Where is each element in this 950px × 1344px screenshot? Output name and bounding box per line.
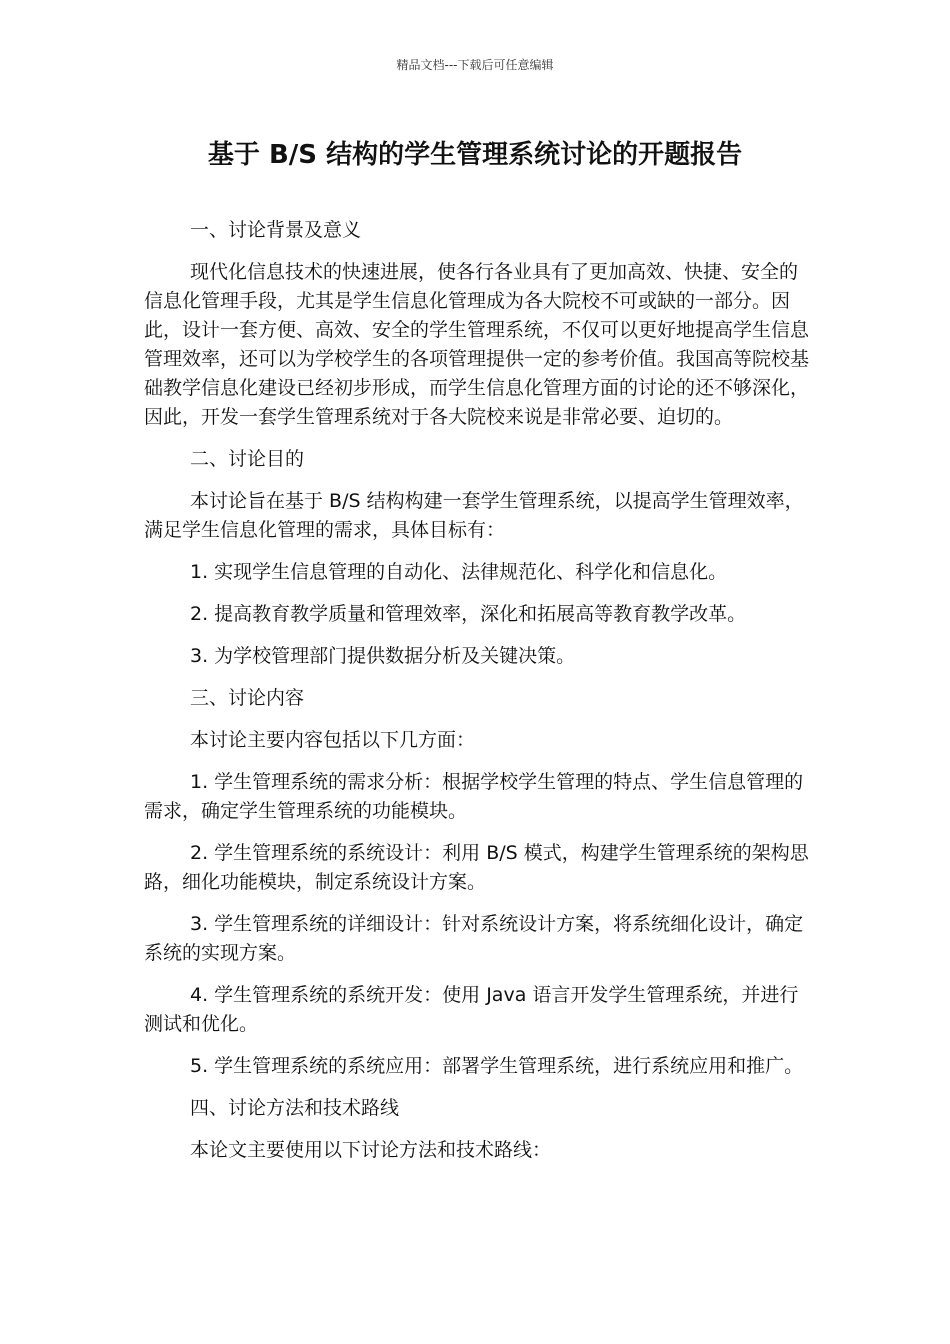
list-item: 3. 为学校管理部门提供数据分析及关键决策。 [190,645,576,667]
paragraph-purpose: 本讨论旨在基于 B/S 结构构建一套学生管理系统，以提高学生管理效率，满足学生信息化管理的需求，具体目标有： [144,490,804,541]
section-heading-content: 三、讨论内容 [190,687,305,709]
section-heading-methods: 四、讨论方法和技术路线 [190,1097,400,1119]
list-item: 1. 学生管理系统的需求分析：根据学校学生管理的特点、学生信息管理的需求，确定学生管理系统的功能模块。 [144,771,804,822]
list-item: 3. 学生管理系统的详细设计：针对系统设计方案，将系统细化设计，确定系统的实现方案。 [144,913,804,964]
list-item: 5. 学生管理系统的系统应用：部署学生管理系统，进行系统应用和推广。 [190,1055,804,1077]
section-heading-purpose: 二、讨论目的 [190,448,305,470]
list-item: 2. 学生管理系统的系统设计：利用 B/S 模式，构建学生管理系统的架构思路，细化功能模块，制定系统设计方案。 [144,842,809,893]
paragraph-background: 现代化信息技术的快速进展，使各行各业具有了更加高效、快捷、安全的信息化管理手段，尤其是学生信息化管理成为各大院校不可或缺的一部分。因此，设计一套方便、高效、安全的学生管理系统，不仅可以更好地提高学生信息管理效率，还可以为学校学生的各项管理提供一定的参考价值。我国高等院校基础教学信息化建设已经初步形成，而学生信息化管理方面的讨论的还不够深化，因此，开发一套学生管理系统对于各大院校来说是非常必要、迫切的。 [144,261,810,428]
header-note: 精品文档---下载后可任意编辑 [396,58,554,72]
list-item: 2. 提高教育教学质量和管理效率，深化和拓展高等教育教学改革。 [190,603,747,625]
section-heading-background: 一、讨论背景及意义 [190,219,362,241]
list-item: 4. 学生管理系统的系统开发：使用 Java 语言开发学生管理系统，并进行测试和优化。 [144,984,799,1035]
paragraph-methods-intro: 本论文主要使用以下讨论方法和技术路线： [190,1139,552,1161]
list-item: 1. 实现学生信息管理的自动化、法律规范化、科学化和信息化。 [190,561,728,583]
paragraph-content-intro: 本讨论主要内容包括以下几方面： [190,729,476,751]
document-title: 基于 B/S 结构的学生管理系统讨论的开题报告 [207,140,743,170]
document-body [144,216,810,1178]
